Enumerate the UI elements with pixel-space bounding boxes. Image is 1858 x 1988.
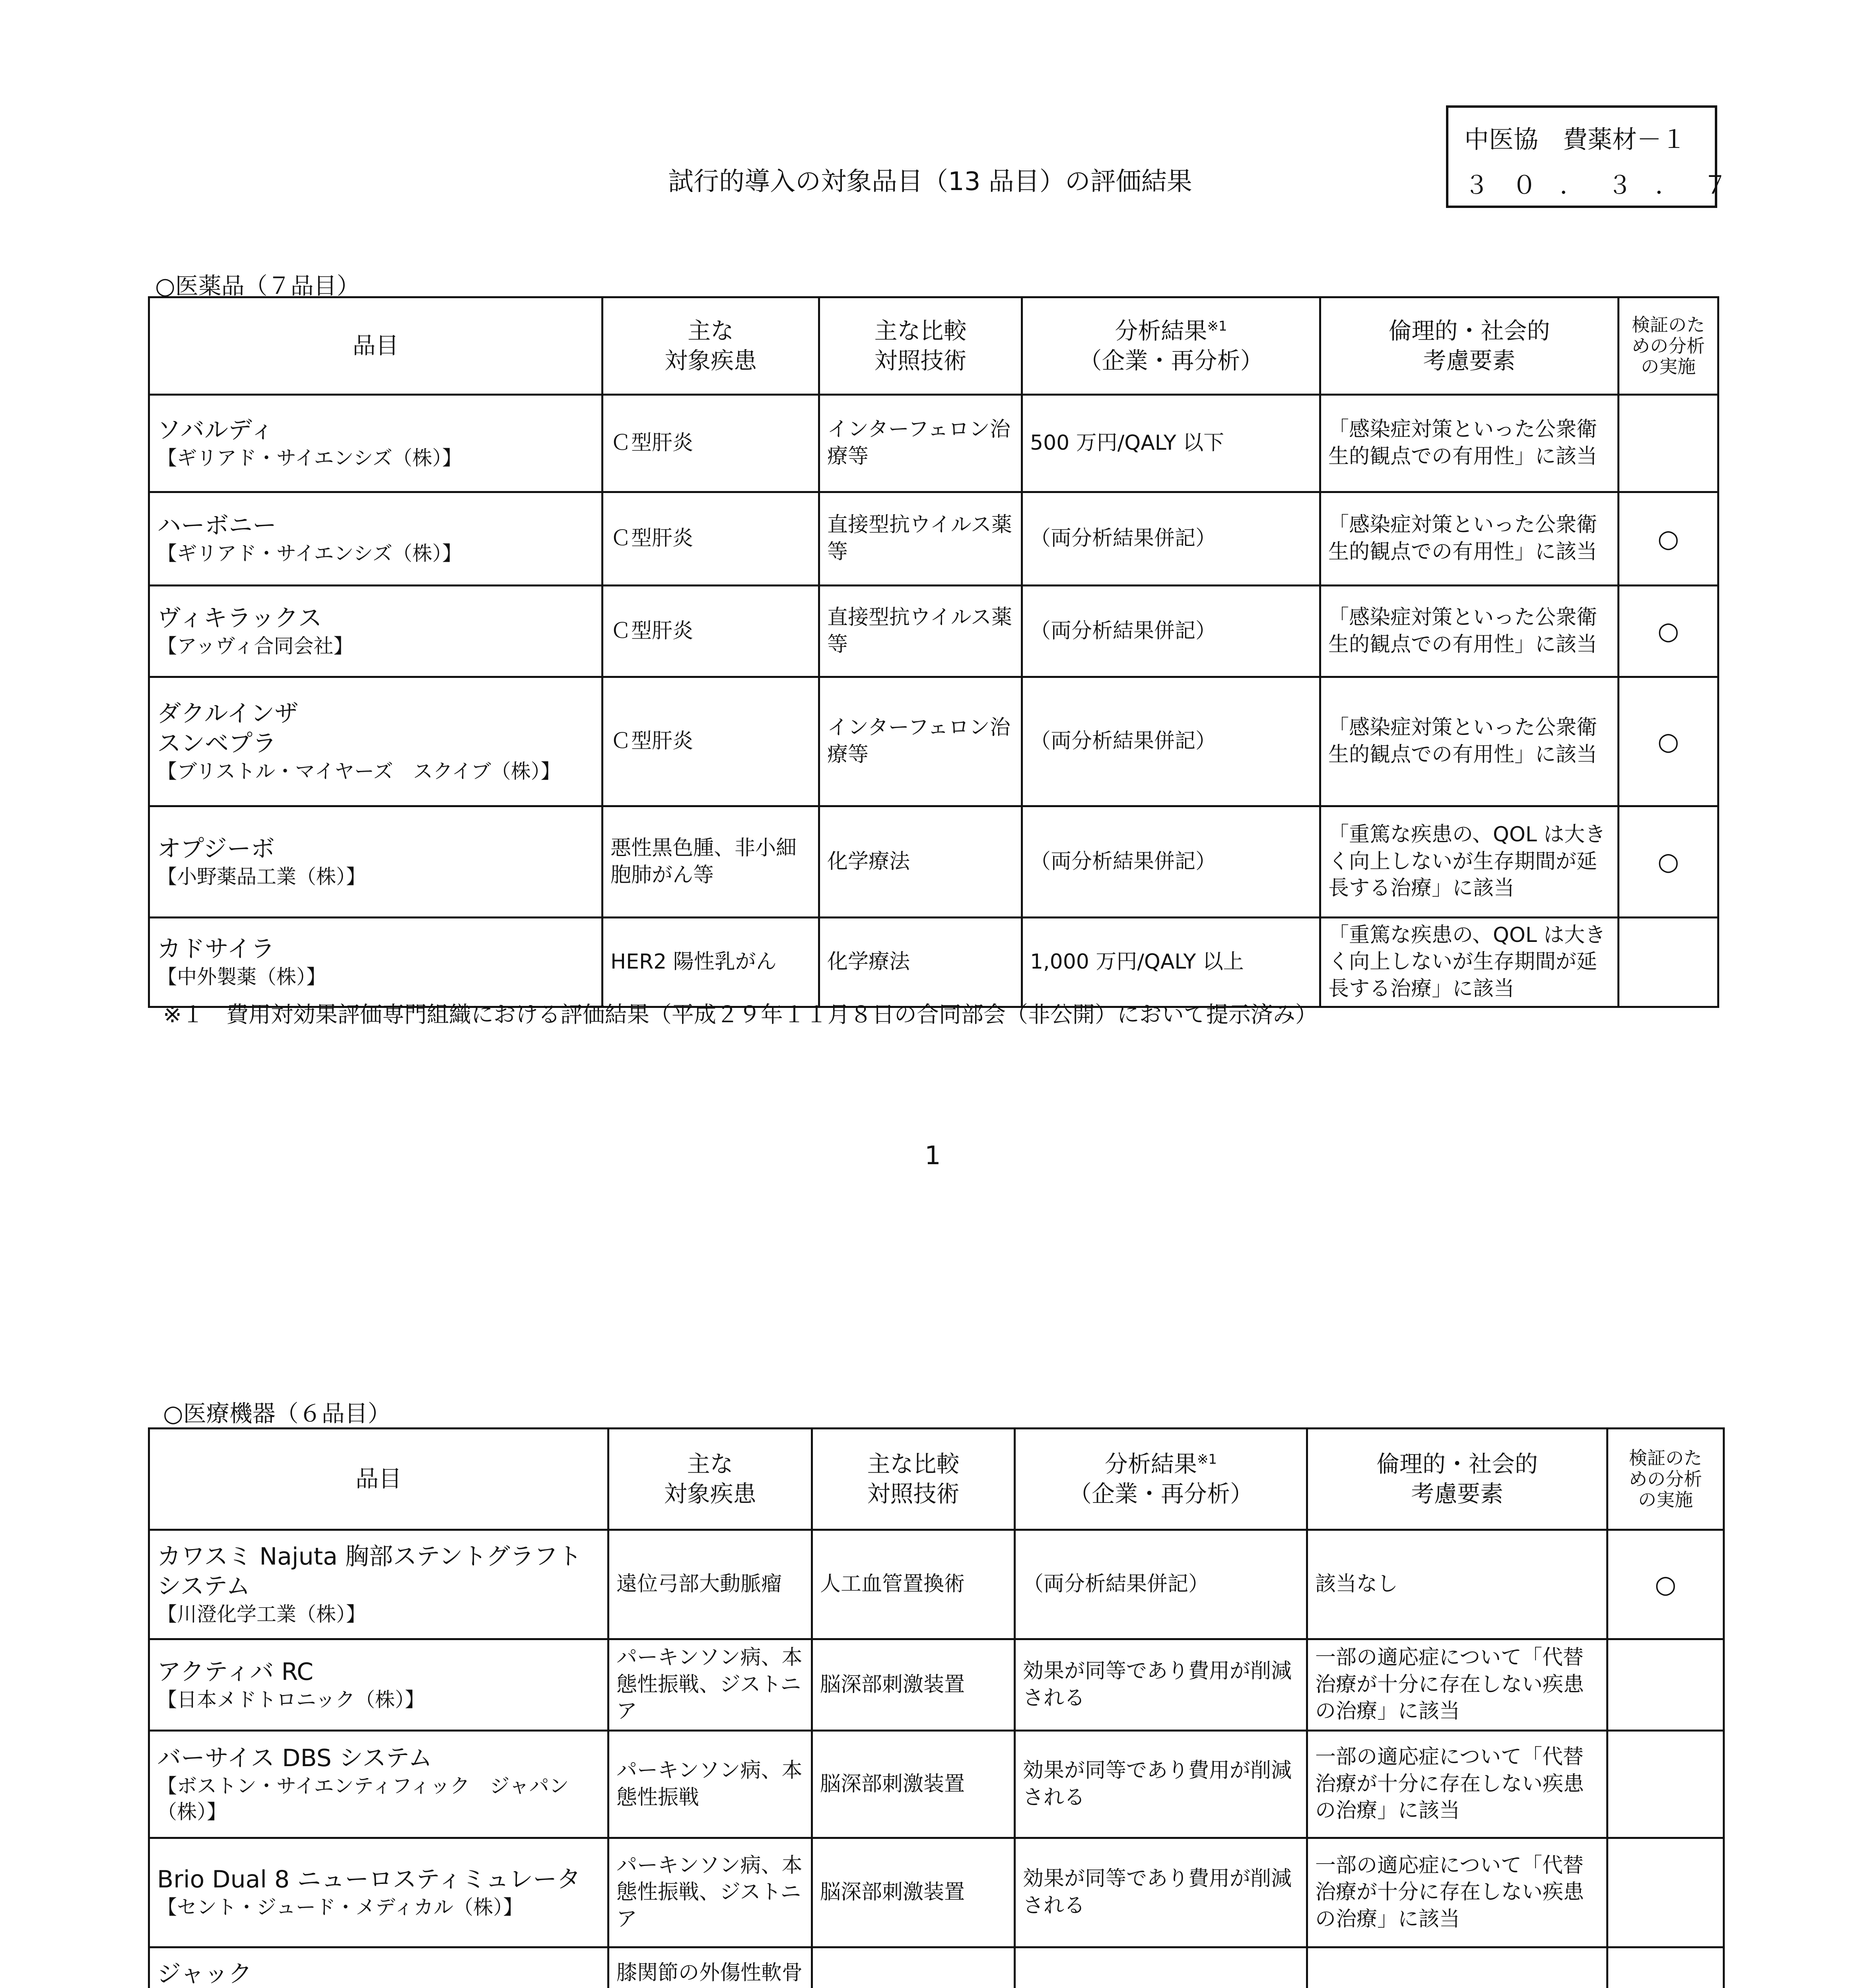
cell-comparator: インターフェロン治療等 (819, 677, 1022, 806)
column-header-ethics: 倫理的・社会的 考慮要素 (1307, 1429, 1607, 1530)
cell-result: 効果が同等であり費用が削減される (1015, 1731, 1307, 1838)
item-manufacturer: 【中外製薬（株）】 (157, 965, 326, 988)
cell-ethics: 「感染症対策といった公衆衛生的観点での有用性」に該当 (1320, 586, 1619, 677)
stamp-date: ３０．３．７ (1464, 171, 1751, 200)
item-name: ヴィキラックス (157, 604, 322, 632)
drugs-table (148, 296, 1719, 1008)
table-row (149, 1530, 1724, 1639)
stamp-line-1: 中医協 費薬材－１ (1464, 125, 1687, 154)
cell-verify (1619, 918, 1718, 1007)
table-row (149, 677, 1718, 806)
cell-ethics (1307, 1947, 1607, 1988)
cell-result (1015, 1947, 1307, 1988)
column-header-comparator: 主な比較 対照技術 (812, 1429, 1015, 1530)
item-manufacturer: 【ブリストル・マイヤーズ スクイブ（株）】 (157, 759, 561, 783)
cell-verify: ○ (1619, 806, 1718, 918)
cell-result: （両分析結果併記） (1022, 492, 1320, 586)
cell-item (149, 1947, 608, 1988)
column-header-item: 品目 (149, 297, 602, 395)
cell-comparator: 人工血管置換術 (812, 1530, 1015, 1639)
footnote-marker: ※1 (1207, 318, 1227, 334)
cell-result: （両分析結果併記） (1022, 586, 1320, 677)
table-row (149, 395, 1718, 492)
cell-verify: ○ (1619, 492, 1718, 586)
column-header-ethics: 倫理的・社会的 考慮要素 (1320, 297, 1619, 395)
devices-table-body (149, 1530, 1724, 1988)
cell-disease: 膝関節の外傷性軟骨 (608, 1947, 812, 1988)
cell-comparator: 化学療法 (819, 918, 1022, 1007)
cell-verify: ○ (1607, 1530, 1724, 1639)
cell-verify (1607, 1731, 1724, 1838)
cell-comparator: インターフェロン治療等 (819, 395, 1022, 492)
item-name: ハーボニー (157, 512, 276, 540)
table-row (149, 806, 1718, 918)
table-row (149, 918, 1718, 1007)
item-manufacturer: 【ギリアド・サイエンシズ（株）】 (157, 542, 462, 565)
item-name: カドサイラ (157, 935, 275, 963)
column-header-disease: 主な 対象疾患 (608, 1429, 812, 1530)
result-header-label: 分析結果 (1104, 1450, 1197, 1477)
cell-ethics: 「感染症対策といった公衆衛生的観点での有用性」に該当 (1320, 677, 1619, 806)
column-header-verify: 検証のた めの分析 の実施 (1607, 1429, 1724, 1530)
item-manufacturer: 【ギリアド・サイエンシズ（株）】 (157, 447, 462, 470)
cell-result: 効果が同等であり費用が削減される (1015, 1838, 1307, 1947)
cell-verify (1607, 1639, 1724, 1731)
cell-comparator: 直接型抗ウイルス薬等 (819, 586, 1022, 677)
cell-item (149, 1530, 608, 1639)
cell-disease: 悪性黒色腫、非小細胞肺がん等 (602, 806, 819, 918)
cell-verify (1607, 1838, 1724, 1947)
cell-ethics: 一部の適応症について「代替治療が十分に存在しない疾患の治療」に該当 (1307, 1731, 1607, 1838)
cell-disease: パーキンソン病、本態性振戦、ジストニア (608, 1838, 812, 1947)
cell-disease: Ｃ型肝炎 (602, 586, 819, 677)
cell-result: （両分析結果併記） (1015, 1530, 1307, 1639)
item-name: バーサイス DBS システム (157, 1744, 432, 1772)
drugs-table-body (149, 395, 1718, 1007)
cell-disease: HER2 陽性乳がん (602, 918, 819, 1007)
devices-table (148, 1427, 1725, 1988)
cell-item (149, 492, 602, 586)
drugs-footnote: ※１ 費用対効果評価専門組織における評価結果（平成２９年１１月８日の合同部会（非公開）において提示済み） (163, 1002, 1318, 1028)
cell-comparator: 脳深部刺激装置 (812, 1639, 1015, 1731)
table-row (149, 492, 1718, 586)
cell-item (149, 806, 602, 918)
cell-item (149, 1639, 608, 1731)
item-name: アクティバ RC (157, 1658, 314, 1686)
table-row (149, 1639, 1724, 1731)
cell-ethics: 「重篤な疾患の、QOL は大きく向上しないが生存期間が延長する治療」に該当 (1320, 918, 1619, 1007)
cell-comparator (812, 1947, 1015, 1988)
item-manufacturer: 【アッヴィ合同会社】 (157, 634, 354, 658)
cell-verify: ○ (1619, 677, 1718, 806)
cell-comparator: 脳深部刺激装置 (812, 1731, 1015, 1838)
cell-item (149, 1838, 608, 1947)
column-header-verify: 検証のた めの分析 の実施 (1619, 297, 1718, 395)
cell-disease: Ｃ型肝炎 (602, 677, 819, 806)
column-header-result (1022, 297, 1320, 395)
cell-ethics: 一部の適応症について「代替治療が十分に存在しない疾患の治療」に該当 (1307, 1639, 1607, 1731)
column-header-item: 品目 (149, 1429, 608, 1530)
column-header-result (1015, 1429, 1307, 1530)
item-manufacturer: 【小野薬品工業（株）】 (157, 865, 366, 888)
cell-result: 効果が同等であり費用が削減される (1015, 1639, 1307, 1731)
cell-result: 1,000 万円/QALY 以上 (1022, 918, 1320, 1007)
document-title: 試行的導入の対象品目（13 品目）の評価結果 (668, 167, 1192, 196)
item-name: ダクルインザ スンベプラ (157, 699, 299, 757)
cell-disease: パーキンソン病、本態性振戦、ジストニア (608, 1639, 812, 1731)
cell-item (149, 395, 602, 492)
page-number-1: 1 (925, 1141, 941, 1171)
item-name: カワスミ Najuta 胸部ステントグラフトシステム (157, 1542, 582, 1600)
cell-verify (1607, 1947, 1724, 1988)
cell-result: （両分析結果併記） (1022, 806, 1320, 918)
cell-verify: ○ (1619, 586, 1718, 677)
table-header-row (149, 1429, 1724, 1530)
cell-disease: Ｃ型肝炎 (602, 492, 819, 586)
cell-item (149, 918, 602, 1007)
result-header-sub: （企業・再分析） (1068, 1480, 1253, 1507)
column-header-disease: 主な 対象疾患 (602, 297, 819, 395)
item-manufacturer: 【セント・ジュード・メディカル（株）】 (157, 1896, 523, 1919)
item-manufacturer: 【川澄化学工業（株）】 (157, 1602, 366, 1626)
table-row (149, 586, 1718, 677)
cell-comparator: 脳深部刺激装置 (812, 1838, 1015, 1947)
cell-comparator: 化学療法 (819, 806, 1022, 918)
cell-ethics: 「重篤な疾患の、QOL は大きく向上しないが生存期間が延長する治療」に該当 (1320, 806, 1619, 918)
table-header-row (149, 297, 1718, 395)
item-name: ソバルディ (157, 416, 274, 444)
cell-ethics: 「感染症対策といった公衆衛生的観点での有用性」に該当 (1320, 395, 1619, 492)
table-row (149, 1838, 1724, 1947)
item-manufacturer: 【日本メドトロニック（株）】 (157, 1688, 425, 1711)
cell-ethics: 「感染症対策といった公衆衛生的観点での有用性」に該当 (1320, 492, 1619, 586)
cell-item (149, 1731, 608, 1838)
cell-ethics: 該当なし (1307, 1530, 1607, 1639)
cell-result: 500 万円/QALY 以下 (1022, 395, 1320, 492)
cell-result: （両分析結果併記） (1022, 677, 1320, 806)
cell-item (149, 586, 602, 677)
cell-verify (1619, 395, 1718, 492)
column-header-comparator: 主な比較 対照技術 (819, 297, 1022, 395)
document-code-stamp (1446, 105, 1751, 208)
cell-ethics: 一部の適応症について「代替治療が十分に存在しない疾患の治療」に該当 (1307, 1838, 1607, 1947)
item-name: オプジーボ (157, 835, 275, 863)
result-header-label: 分析結果 (1115, 317, 1207, 344)
footnote-marker: ※1 (1197, 1451, 1217, 1468)
table-row (149, 1947, 1724, 1988)
item-manufacturer: 【ボストン・サイエンティフィック ジャパン（株）】 (157, 1774, 569, 1823)
drugs-section-title: ○医薬品（７品目） (155, 272, 360, 299)
cell-comparator: 直接型抗ウイルス薬等 (819, 492, 1022, 586)
devices-section-title: ○医療機器（６品目） (163, 1400, 391, 1427)
item-name: Brio Dual 8 ニューロスティミュレータ (157, 1866, 581, 1893)
item-name: ジャック (157, 1960, 252, 1988)
cell-item (149, 677, 602, 806)
cell-disease: 遠位弓部大動脈瘤 (608, 1530, 812, 1639)
result-header-sub: （企業・再分析） (1079, 347, 1263, 374)
table-row (149, 1731, 1724, 1838)
cell-disease: Ｃ型肝炎 (602, 395, 819, 492)
cell-disease: パーキンソン病、本態性振戦 (608, 1731, 812, 1838)
